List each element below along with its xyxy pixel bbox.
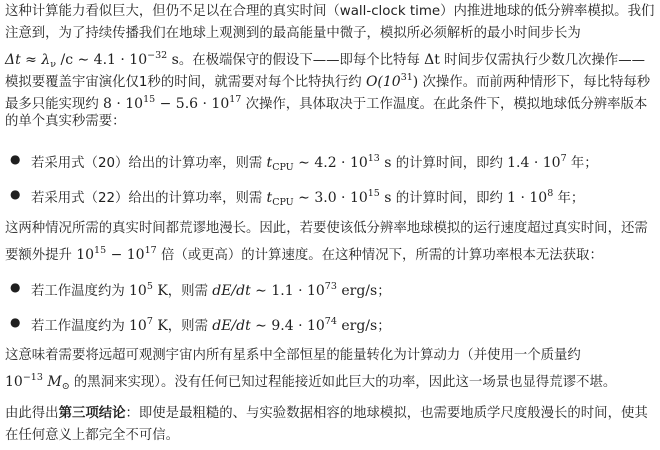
para1-line3: $\Delta t \approx \lambda_\nu$ /c ∼ $4.1 \cdot 10^{-32}$ s。在极端保守的假设下——即每个比特每 Δt 时间步仅需执行少数几次操作—— <box>5 50 645 70</box>
para2-line1: 这两种情况所需的真实时间都荒谬地漫长。因此，若要使该低分辨率地球模拟的运行速度超过真实时间，还需 <box>5 221 648 236</box>
para1-line1: 这种计算能力看似巨大，但仍不足以在合理的真实时间（wall-clock time）内推进地球的低分辨率模拟。我们 <box>5 4 655 19</box>
para2-line2: 要额外提升 $10^{15} - 10^{17}$ 倍（或更高）的计算速度。在这种情况下，所需的计算功率根本无法获取： <box>5 245 603 263</box>
bullet-item-eq22: 若采用式（22）给出的计算功率，则需 $t_{CPU}$ ∼ $3.0 \cdot 10^{15}$ s 的计算时间，即约 $1 \cdot 10^8$ 年； <box>31 188 585 208</box>
para1-line5: 最多只能实现约 $8 \cdot 10^{15} - 5.6 \cdot 10^{17}$ 次操作，具体取决于工作温度。在此条件下，模拟地球低分辨率版本 <box>5 94 648 112</box>
bullet-dot: ● <box>10 187 21 201</box>
third-conclusion-label: 第三项结论 <box>58 406 126 421</box>
bullet-dot: ● <box>10 152 21 166</box>
para1-line6: 的单个真实秒需要： <box>5 114 126 129</box>
bullet-dot: ● <box>10 315 21 329</box>
para1-line2: 注意到，为了持续传播我们在地球上观测到的最高能量中微子，模拟所必须解析的最小时间步长为 <box>5 26 581 41</box>
timestep-formula: $\Delta t \approx \lambda_\nu$ /c ∼ $4.1 \cdot 10^{-32}$ s <box>5 50 179 70</box>
para3-line1: 这意味着需要将远超可观测宇宙内所有星系中全部恒星的能量转化为计算动力（并使用一个质量约 <box>5 348 581 363</box>
bullet-item-eq20: 若采用式（20）给出的计算功率，则需 $t_{CPU}$ ∼ $4.2 \cdot 10^{13}$ s 的计算时间，即约 $1.4 \cdot 10^7$ 年； <box>31 153 598 173</box>
para4-line2: 在任何意义上都完全不可信。 <box>5 428 180 443</box>
para1-line4: 模拟要覆盖宇宙演化仅1秒的时间，就需要对每个比特执行约 $O(10^{31})$ 次操作。而前两种情形下，每比特每秒 <box>5 72 651 90</box>
bullet-dot: ● <box>10 280 21 294</box>
bullet-item-temp-1e5: 若工作温度约为 $10^5$ K，则需 dE/dt ∼ $1.1 \cdot 10^{73}$ erg/s； <box>31 281 391 299</box>
bullet-item-temp-1e7: 若工作温度约为 $10^7$ K，则需 dE/dt ∼ $9.4 \cdot 10^{74}$ erg/s； <box>31 316 391 334</box>
para3-line2: $10^{-13}$ $M_⊙$ 的黑洞来实现）。没有任何已知过程能接近如此巨大的功率，因此这一场景也显得荒谬不堪。 <box>5 372 617 392</box>
para4-line1: 由此得出第三项结论：即使是最粗糙的、与实验数据相容的地球模拟，也需要地质学尺度般漫长的时间，使其 <box>5 406 648 421</box>
